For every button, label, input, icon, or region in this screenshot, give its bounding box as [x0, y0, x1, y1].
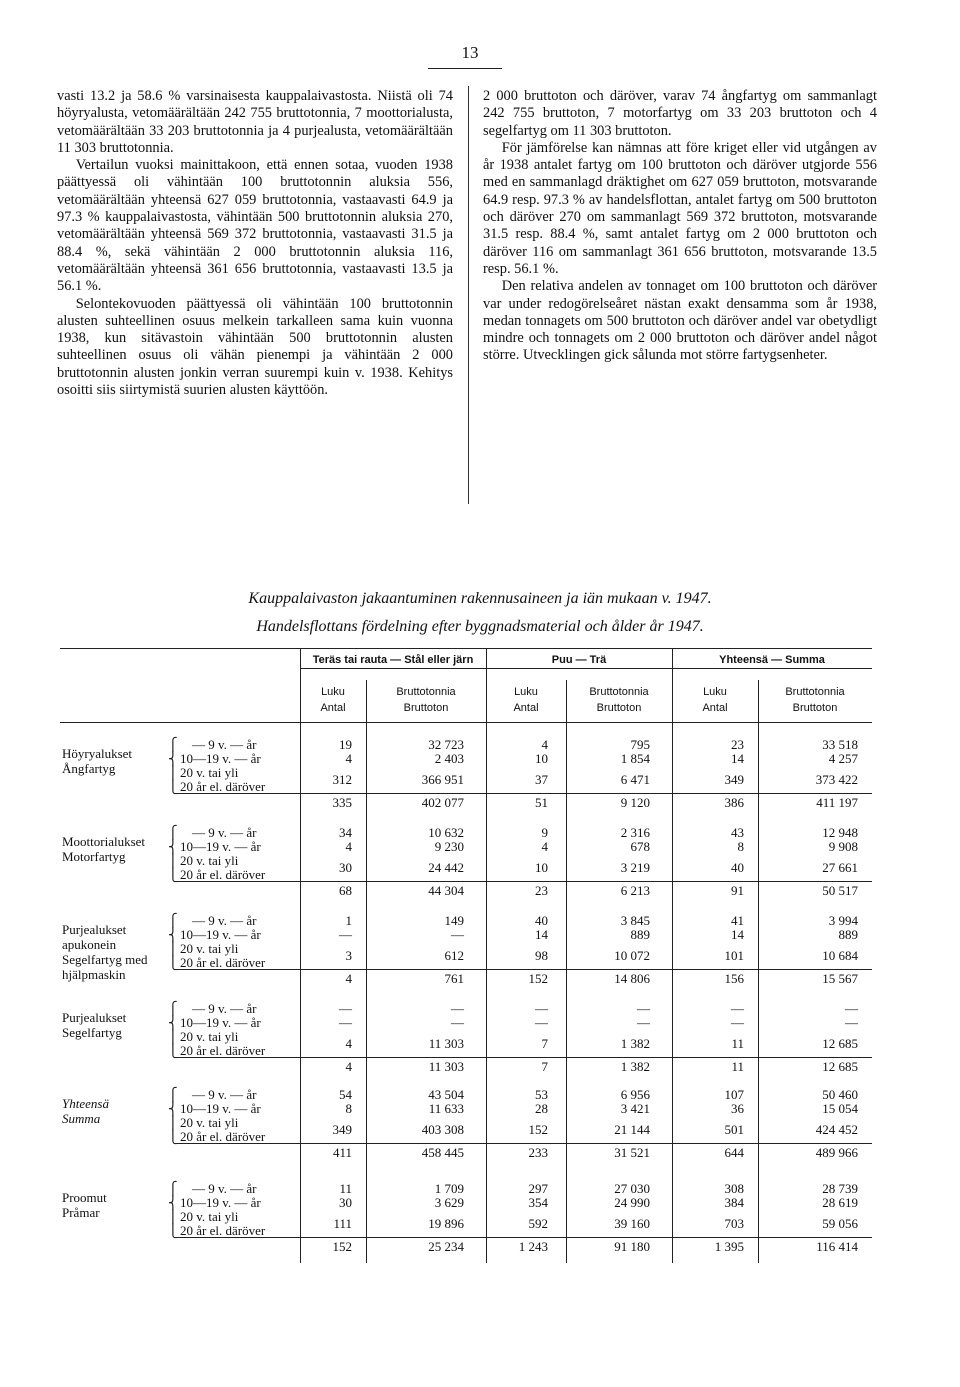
age-label: 20 v. tai yli — [180, 765, 239, 780]
group-label-line: Purjealukset — [62, 1010, 127, 1025]
group-label-line: Segelfartyg med — [62, 952, 148, 967]
total-cell: 458 445 — [421, 1145, 464, 1160]
table-cell: 39 160 — [614, 1216, 650, 1231]
table-cell: 4 — [345, 751, 352, 766]
table-title-swedish: Handelsflottans fördelning efter byggnadsmaterial och ålder år 1947. — [256, 618, 704, 635]
table-cell: 41 — [731, 913, 744, 928]
header-count — [486, 684, 566, 716]
table-cell: 349 — [724, 772, 744, 787]
table-cell: 11 — [731, 1036, 744, 1051]
header-gross-fi: Bruttotonnia — [589, 686, 649, 698]
column-rule — [672, 648, 673, 1263]
table-cell: 28 — [535, 1101, 548, 1116]
total-cell: 14 806 — [614, 971, 650, 986]
table-cell: 9 908 — [828, 839, 858, 854]
table-cell: 10 072 — [614, 948, 650, 963]
age-label: 10—19 v. — år — [180, 1015, 261, 1030]
table-cell: 678 — [630, 839, 650, 854]
table-cell: 373 422 — [815, 772, 858, 787]
table-cell: 6 956 — [620, 1087, 650, 1102]
table-cell: 152 — [528, 1122, 548, 1137]
age-label: — 9 v. — år — [192, 1181, 257, 1196]
total-cell: 335 — [332, 795, 352, 810]
table-cell: 30 — [339, 1195, 352, 1210]
table-cell: 19 896 — [428, 1216, 464, 1231]
table-cell: 107 — [724, 1087, 744, 1102]
header-gross-sv: Bruttoton — [792, 702, 838, 714]
header-count-fi: Luku — [514, 686, 538, 698]
table-cell: 19 — [339, 737, 352, 752]
group-label-line: Ångfartyg — [62, 761, 116, 776]
total-cell: 386 — [724, 795, 744, 810]
age-label: 10—19 v. — år — [180, 1195, 261, 1210]
table-cell: 24 990 — [614, 1195, 650, 1210]
table-cell: 501 — [724, 1122, 744, 1137]
table-cell: 312 — [332, 772, 352, 787]
age-label: — 9 v. — år — [192, 737, 257, 752]
brace-glyph: ⎧ ⎨ ⎪ ⎩ — [168, 1181, 178, 1238]
total-cell: 411 — [332, 1145, 352, 1160]
header-bottom-rule — [60, 722, 872, 723]
total-cell: 233 — [528, 1145, 548, 1160]
table-cell: 10 684 — [822, 948, 858, 963]
paragraph: För jämförelse kan nämnas att före kriget eller vid utgången av år 1938 antalet fartyg om 100 bruttoton och däröver utgjorde 556 med en sammanlagd dräktighet om 627 059 bruttoton, motsvarande 64.9 resp. 97.3 % av handelsflottan, antalet fartyg om 500 bruttoton och däröver 270 om sammanlagt 569 372 bruttoton, motsvarande 31.5 resp. 88.4 %, samt antalet fartyg om 2 000 bruttoton och däröver 116 om sammanlagt 361 656 bruttoton, motsvarande 13.5 resp. 56.1 %. — [483, 139, 877, 277]
paragraph: Selontekovuoden päättyessä oli vähintään 100 bruttotonnin alusten suhteellinen osuus melkein tarkalleen sama kuin vuonna 1938, kun sitävastoin vähintään 500 bruttotonnin alusten suhteellinen osuus oli vähän pienempi ja vähintään 2 000 bruttotonnin alusten jonkin verran suurempi kuin v. 1938. Kehitys osoitti siis siirtymistä suurien alusten käyttöön. — [57, 295, 453, 399]
total-cell: 91 — [731, 883, 744, 898]
table-cell: 111 — [333, 1216, 352, 1231]
header-gross — [758, 684, 872, 716]
table-cell: 12 948 — [822, 825, 858, 840]
total-cell: 15 567 — [822, 971, 858, 986]
table-top-rule — [60, 648, 872, 649]
table-cell: 10 — [535, 860, 548, 875]
header-count-sv: Antal — [702, 702, 728, 714]
total-cell: 116 414 — [816, 1239, 858, 1254]
table-cell: 10 632 — [428, 825, 464, 840]
table-cell: 4 — [345, 839, 352, 854]
group-label-line: Summa — [62, 1111, 101, 1126]
group-label — [62, 1190, 174, 1220]
subtotal-rule — [176, 969, 872, 970]
header-count-sv: Antal — [513, 702, 539, 714]
total-cell: 25 234 — [428, 1239, 464, 1254]
table-cell: 33 518 — [822, 737, 858, 752]
brace-glyph: ⎧ ⎨ ⎪ ⎩ — [168, 737, 178, 794]
group-label-line: Moottorialukset — [62, 834, 146, 849]
age-labels — [180, 826, 292, 882]
table-cell: 27 661 — [822, 860, 858, 875]
group-label-line: Pråmar — [62, 1205, 100, 1220]
age-labels — [180, 738, 292, 794]
table-cell: 43 504 — [428, 1087, 464, 1102]
total-cell: 50 517 — [822, 883, 858, 898]
age-label: — 9 v. — år — [192, 825, 257, 840]
age-label: 20 år el. däröver — [180, 955, 266, 970]
table-cell: 1 382 — [620, 1036, 650, 1051]
total-cell: 402 077 — [421, 795, 464, 810]
table-cell: 403 308 — [421, 1122, 464, 1137]
age-labels — [180, 1002, 292, 1058]
table-cell: 32 723 — [428, 737, 464, 752]
table-cell: 11 — [339, 1181, 352, 1196]
table-cell: 30 — [339, 860, 352, 875]
table-cell: 28 739 — [822, 1181, 858, 1196]
table-cell: 98 — [535, 948, 548, 963]
table-cell: — — [845, 1001, 858, 1016]
group-label-line: Proomut — [62, 1190, 107, 1205]
subtotal-rule — [176, 1143, 872, 1144]
brace-glyph: ⎧ ⎨ ⎪ ⎩ — [168, 1001, 178, 1058]
total-cell: 1 382 — [620, 1059, 650, 1074]
table-cell: — — [637, 1015, 650, 1030]
table-cell: 889 — [630, 927, 650, 942]
total-cell: 68 — [339, 883, 352, 898]
group-label-line: Segelfartyg — [62, 1025, 122, 1040]
table-cell: — — [845, 1015, 858, 1030]
table-cell: — — [637, 1001, 650, 1016]
table-cell: 8 — [737, 839, 744, 854]
header-count-fi: Luku — [321, 686, 345, 698]
table-cell: — — [535, 1001, 548, 1016]
age-label: 20 v. tai yli — [180, 1115, 239, 1130]
table-cell: — — [535, 1015, 548, 1030]
total-cell: 6 213 — [620, 883, 650, 898]
table-cell: — — [451, 1015, 464, 1030]
table-cell: 3 — [345, 948, 352, 963]
table-cell: 795 — [630, 737, 650, 752]
subtotal-rule — [176, 793, 872, 794]
table-cell: 349 — [332, 1122, 352, 1137]
group-label-line: Höyryalukset — [62, 746, 133, 761]
table-cell: 9 230 — [434, 839, 464, 854]
total-cell: 761 — [444, 971, 464, 986]
age-label: 20 v. tai yli — [180, 941, 239, 956]
table-cell: 4 — [541, 839, 548, 854]
header-gross-fi: Bruttotonnia — [785, 686, 845, 698]
total-cell: 489 966 — [815, 1145, 858, 1160]
table-cell: 40 — [731, 860, 744, 875]
age-label: 20 v. tai yli — [180, 853, 239, 868]
total-cell: 1 395 — [714, 1239, 744, 1254]
total-cell: 4 — [345, 971, 352, 986]
table-cell: 3 421 — [620, 1101, 650, 1116]
table-cell: 27 030 — [614, 1181, 650, 1196]
table-cell: — — [339, 927, 352, 942]
table-cell: 7 — [541, 1036, 548, 1051]
table-cell: 1 854 — [620, 751, 650, 766]
subtotal-rule — [176, 1237, 872, 1238]
table-cell: 149 — [444, 913, 464, 928]
group-label-line: Yhteensä — [62, 1096, 109, 1111]
table-cell: — — [731, 1015, 744, 1030]
table-cell: 28 619 — [822, 1195, 858, 1210]
table-cell: 8 — [345, 1101, 352, 1116]
header-total: Yhteensä — Summa — [719, 654, 825, 666]
column-rule — [366, 680, 367, 1263]
header-gross — [566, 684, 672, 716]
header-count-fi: Luku — [703, 686, 727, 698]
table-cell: 9 — [541, 825, 548, 840]
paragraph: 2 000 bruttoton och däröver, varav 74 ångfartyg om sammanlagt 242 755 bruttoton, 7 motorfartyg om 33 203 bruttoton och 4 segelfartyg om 11 303 bruttoton. — [483, 88, 877, 139]
table-cell: 50 460 — [822, 1087, 858, 1102]
table-title-finnish: Kauppalaivaston jakaantuminen rakennusaineen ja iän mukaan v. 1947. — [248, 590, 712, 607]
age-label: 20 år el. däröver — [180, 779, 266, 794]
table-cell: 36 — [731, 1101, 744, 1116]
group-label-line: Motorfartyg — [62, 849, 126, 864]
brace-glyph: ⎧ ⎨ ⎪ ⎩ — [168, 825, 178, 882]
table-cell: 1 — [345, 913, 352, 928]
table-cell: 354 — [528, 1195, 548, 1210]
total-cell: 31 521 — [614, 1145, 650, 1160]
age-label: 10—19 v. — år — [180, 839, 261, 854]
table-cell: 424 452 — [815, 1122, 858, 1137]
table-cell: 3 219 — [620, 860, 650, 875]
table-cell: 11 303 — [428, 1036, 464, 1051]
total-cell: 7 — [541, 1059, 548, 1074]
total-cell: 156 — [724, 971, 744, 986]
age-label: 10—19 v. — år — [180, 927, 261, 942]
table-cell: 24 442 — [428, 860, 464, 875]
total-cell: 91 180 — [614, 1239, 650, 1254]
table-cell: — — [731, 1001, 744, 1016]
table-cell: 15 054 — [822, 1101, 858, 1116]
total-cell: 44 304 — [428, 883, 464, 898]
table-cell: 54 — [339, 1087, 352, 1102]
table-cell: 592 — [528, 1216, 548, 1231]
header-count — [300, 684, 366, 716]
total-cell: 152 — [528, 971, 548, 986]
table-cell: 23 — [731, 737, 744, 752]
header-gross-sv: Bruttoton — [403, 702, 449, 714]
table-cell: 14 — [731, 927, 744, 942]
table-cell: 59 056 — [822, 1216, 858, 1231]
age-labels — [180, 1088, 292, 1144]
table-cell: 3 845 — [620, 913, 650, 928]
table-cell: 4 — [541, 737, 548, 752]
table-cell: 14 — [731, 751, 744, 766]
header-steel: Teräs tai rauta — Stål eller järn — [312, 654, 474, 666]
age-label: 20 år el. däröver — [180, 867, 266, 882]
paragraph: Vertailun vuoksi mainittakoon, että ennen sotaa, vuoden 1938 päättyessä oli vähintään 100 bruttotonnin aluksia 556, vetomäärältään yhteensä 627 059 bruttotonnia, vastaavasti 64.9 ja 97.3 % kauppalaivastosta, vähintään 500 bruttotonnin aluksia 270, vetomäärältään yhteensä 569 372 bruttotonnia, vastaavasti 31.5 ja 88.4 %, sekä vähintään 2 000 bruttotonnin aluksia 116, vetomäärältään yhteensä 361 656 bruttotonnia, vastaavasti 13.5 ja 56.1 %. — [57, 157, 453, 295]
subtotal-rule — [176, 1057, 872, 1058]
table-cell: 308 — [724, 1181, 744, 1196]
table-cell: 2 316 — [620, 825, 650, 840]
table-cell: 3 994 — [828, 913, 858, 928]
table-cell: 21 144 — [614, 1122, 650, 1137]
group-label — [62, 834, 174, 864]
page-number: 13 — [461, 43, 479, 62]
table-cell: 11 633 — [428, 1101, 464, 1116]
subtotal-rule — [176, 881, 872, 882]
table-cell: 6 471 — [620, 772, 650, 787]
table-cell: 37 — [535, 772, 548, 787]
table-cell: 14 — [535, 927, 548, 942]
header-count — [672, 684, 758, 716]
group-label — [62, 922, 174, 982]
age-label: — 9 v. — år — [192, 1087, 257, 1102]
age-label: — 9 v. — år — [192, 1001, 257, 1016]
age-label: 20 år el. däröver — [180, 1129, 266, 1144]
total-cell: 11 303 — [428, 1059, 464, 1074]
total-cell: 644 — [724, 1145, 744, 1160]
age-label: 20 v. tai yli — [180, 1209, 239, 1224]
header-wood: Puu — Trä — [551, 654, 607, 666]
total-cell: 23 — [535, 883, 548, 898]
age-labels — [180, 1182, 292, 1238]
header-count-sv: Antal — [320, 702, 346, 714]
table-cell: 3 629 — [434, 1195, 464, 1210]
table-cell: 384 — [724, 1195, 744, 1210]
table-cell: 612 — [444, 948, 464, 963]
table-cell: — — [451, 927, 464, 942]
table-cell: — — [451, 1001, 464, 1016]
table-cell: 4 — [345, 1036, 352, 1051]
age-label: — 9 v. — år — [192, 913, 257, 928]
table-cell: 1 709 — [434, 1181, 464, 1196]
group-label-line: apukonein — [62, 937, 117, 952]
table-cell: — — [339, 1001, 352, 1016]
total-cell: 12 685 — [822, 1059, 858, 1074]
table-cell: 101 — [724, 948, 744, 963]
age-label: 10—19 v. — år — [180, 751, 261, 766]
table-cell: 4 257 — [828, 751, 858, 766]
total-cell: 9 120 — [620, 795, 650, 810]
table-cell: 34 — [339, 825, 352, 840]
group-label — [62, 1096, 174, 1126]
table-cell: 2 403 — [434, 751, 464, 766]
table-cell: 366 951 — [421, 772, 464, 787]
total-cell: 1 243 — [518, 1239, 548, 1254]
brace-glyph: ⎧ ⎨ ⎪ ⎩ — [168, 913, 178, 970]
age-labels — [180, 914, 292, 970]
group-label-line: hjälpmaskin — [62, 967, 126, 982]
table-cell: 297 — [528, 1181, 548, 1196]
age-label: 20 år el. däröver — [180, 1043, 266, 1058]
age-label: 20 år el. däröver — [180, 1223, 266, 1238]
paragraph: Den relativa andelen av tonnaget om 100 bruttoton och däröver var under redogörelseåret nästan exakt densamma som år 1938, medan tonnagets om 500 bruttoton och däröver andel var obetydligt mindre och tonnagets om 2 000 bruttoton och däröver andel något större. Utvecklingen gick sålunda mot större fartygsenheter. — [483, 278, 877, 364]
header-gross-fi: Bruttotonnia — [396, 686, 456, 698]
table-cell: 889 — [838, 927, 858, 942]
total-cell: 152 — [332, 1239, 352, 1254]
header-gross-sv: Bruttoton — [596, 702, 642, 714]
brace-glyph: ⎧ ⎨ ⎪ ⎩ — [168, 1087, 178, 1144]
header-gross — [366, 684, 486, 716]
total-cell: 4 — [345, 1059, 352, 1074]
total-cell: 411 197 — [816, 795, 858, 810]
table-cell: 703 — [724, 1216, 744, 1231]
table-cell: 43 — [731, 825, 744, 840]
total-cell: 11 — [731, 1059, 744, 1074]
table-cell: 12 685 — [822, 1036, 858, 1051]
paragraph: vasti 13.2 ja 58.6 % varsinaisesta kauppalaivastosta. Niistä oli 74 höyryalusta, vetomäärältään 242 755 bruttotonnia, 7 moottorialusta, vetomäärältään 33 203 bruttotonnia ja 4 purjealusta, vetomäärältään 11 303 bruttotonnia. — [57, 88, 453, 156]
table-cell: — — [339, 1015, 352, 1030]
group-header-rule — [300, 668, 872, 669]
table-cell: 10 — [535, 751, 548, 766]
total-cell: 51 — [535, 795, 548, 810]
age-label: 10—19 v. — år — [180, 1101, 261, 1116]
group-label — [62, 1010, 174, 1040]
group-label — [62, 746, 174, 776]
table-cell: 40 — [535, 913, 548, 928]
table-cell: 53 — [535, 1087, 548, 1102]
group-label-line: Purjealukset — [62, 922, 127, 937]
age-label: 20 v. tai yli — [180, 1029, 239, 1044]
